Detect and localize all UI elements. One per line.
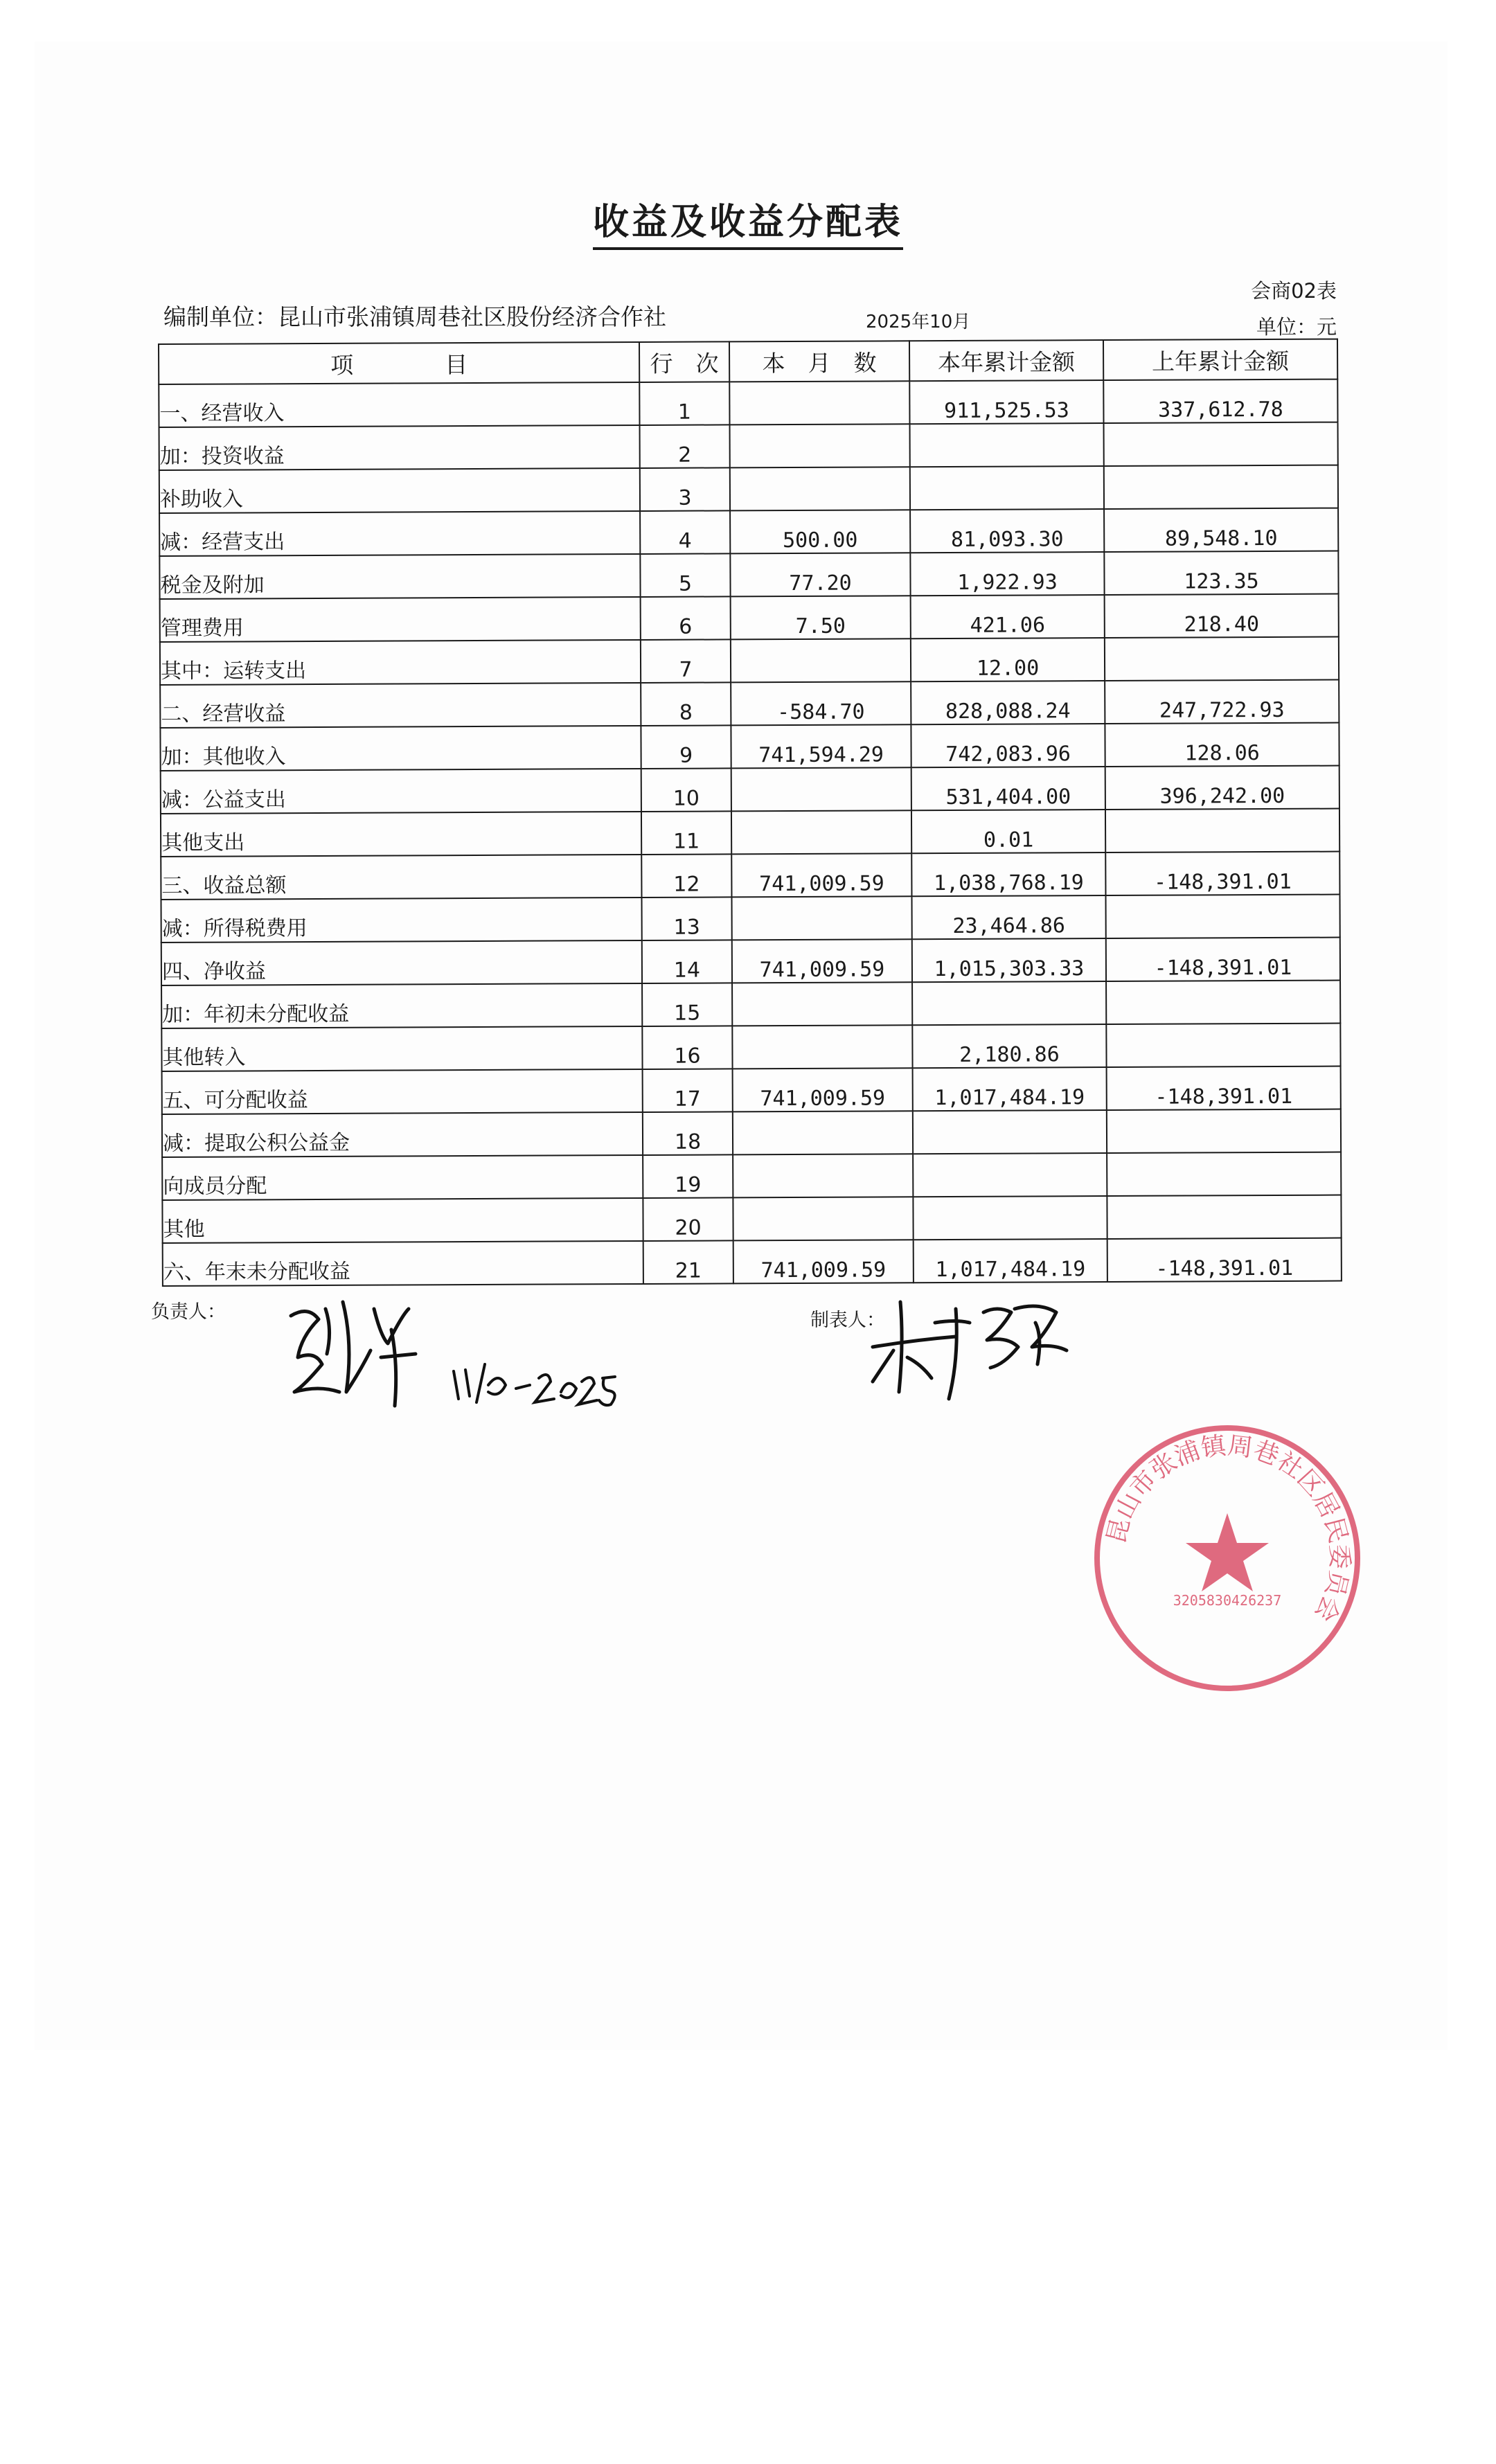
row-item: 其他: [162, 1198, 643, 1243]
row-month: 77.20: [730, 553, 910, 596]
row-month: 741,594.29: [731, 724, 911, 768]
table-row: [162, 1066, 1341, 1114]
row-seq: 21: [643, 1240, 733, 1284]
row-item: 税金及附加: [159, 554, 640, 599]
row-ytd: [913, 1110, 1107, 1154]
row-month: [731, 810, 911, 854]
header-ytd: 本年累计金额: [909, 340, 1103, 381]
table-row: [162, 1195, 1341, 1243]
row-prev: 89,548.10: [1104, 508, 1338, 552]
report-period: 2025年10月: [866, 312, 971, 332]
table-row: [160, 637, 1339, 685]
row-prev: -148,391.01: [1107, 1066, 1341, 1110]
header-month: 本 月 数: [729, 341, 909, 382]
row-seq: 15: [642, 983, 732, 1026]
row-item: 向成员分配: [162, 1155, 643, 1200]
row-item: 一、经营收入: [159, 382, 639, 427]
row-seq: 2: [640, 425, 730, 468]
row-prev: [1106, 1024, 1340, 1067]
row-seq: 14: [642, 940, 732, 983]
row-item: 管理费用: [160, 597, 641, 642]
row-ytd: [913, 1153, 1107, 1197]
row-ytd: 531,404.00: [911, 767, 1105, 810]
table-row: [161, 1024, 1340, 1071]
row-item: 减：提取公积公益金: [162, 1112, 643, 1157]
row-ytd: [913, 1196, 1107, 1240]
row-prev: 218.40: [1105, 594, 1339, 638]
row-month: 741,009.59: [731, 853, 911, 897]
row-seq: 12: [641, 854, 731, 898]
svg-text:3205830426237: 3205830426237: [1173, 1592, 1282, 1609]
row-ytd: 742,083.96: [911, 724, 1105, 767]
row-item: 加：其他收入: [160, 726, 641, 771]
responsible-label: 负责人：: [151, 1301, 226, 1323]
row-ytd: [912, 981, 1106, 1025]
table-row: [161, 895, 1340, 943]
row-month: 7.50: [731, 596, 911, 639]
row-month: [733, 1154, 913, 1197]
row-ytd: 81,093.30: [910, 509, 1104, 553]
table-row: [161, 852, 1339, 900]
row-seq: 11: [641, 811, 731, 855]
row-prev: 128.06: [1105, 723, 1339, 767]
prepared-by-unit: 编制单位：昆山市张浦镇周巷社区股份经济合作社: [163, 303, 666, 330]
row-item: 减：所得税费用: [161, 898, 642, 943]
responsible-signature: [277, 1288, 637, 1427]
page-title: 收益及收益分配表: [0, 193, 1496, 244]
row-seq: 17: [643, 1069, 733, 1112]
table-row: [160, 723, 1339, 771]
table-row: [159, 508, 1338, 556]
svg-text:昆山市张浦镇周巷社区居民委员会: 昆山市张浦镇周巷社区居民委员会: [1102, 1431, 1354, 1627]
table-header-row: [159, 339, 1337, 384]
row-item: 五、可分配收益: [162, 1069, 643, 1114]
row-item: 其他支出: [161, 812, 641, 857]
header-item: 项 目: [159, 342, 639, 384]
row-ytd: 828,088.24: [911, 681, 1105, 724]
preparer-signature: [866, 1281, 1087, 1406]
row-item: 加：年初未分配收益: [161, 983, 642, 1028]
row-prev: [1105, 895, 1339, 938]
row-month: 741,009.59: [733, 1240, 914, 1283]
row-item: 减：经营支出: [159, 511, 640, 556]
row-item: 补助收入: [159, 468, 640, 513]
row-seq: 20: [643, 1197, 733, 1241]
row-ytd: 1,015,303.33: [912, 938, 1106, 982]
row-month: [733, 1197, 913, 1240]
row-prev: [1104, 422, 1338, 466]
header-seq: 行 次: [639, 341, 729, 382]
row-seq: 18: [643, 1112, 733, 1155]
row-month: [729, 381, 909, 425]
star-icon: [1186, 1513, 1269, 1591]
row-prev: [1105, 809, 1339, 852]
row-seq: 4: [640, 510, 730, 554]
row-prev: -148,391.01: [1106, 938, 1340, 981]
row-prev: 123.35: [1104, 551, 1338, 595]
row-seq: 7: [641, 639, 731, 683]
row-item: 加：投资收益: [159, 425, 640, 470]
row-seq: 8: [641, 682, 731, 726]
row-prev: 247,722.93: [1105, 680, 1339, 724]
row-seq: 9: [641, 725, 731, 769]
row-seq: 5: [640, 553, 730, 597]
row-month: [733, 1111, 913, 1154]
row-ytd: 23,464.86: [911, 895, 1105, 939]
row-seq: 3: [640, 467, 730, 511]
table-row: [163, 1238, 1342, 1286]
row-prev: [1105, 637, 1339, 681]
official-seal: [1089, 1420, 1366, 1697]
row-item: 二、经营收益: [160, 683, 641, 728]
row-seq: 1: [639, 382, 729, 425]
row-seq: 19: [643, 1154, 733, 1198]
row-item: 其中：运转支出: [160, 640, 641, 685]
table-row: [161, 809, 1339, 857]
row-item: 其他转入: [161, 1026, 642, 1071]
row-prev: -148,391.01: [1105, 852, 1339, 895]
row-seq: 10: [641, 768, 731, 812]
row-month: [731, 767, 911, 811]
row-ytd: 12.00: [911, 638, 1105, 681]
row-seq: 13: [641, 897, 731, 940]
row-seq: 16: [642, 1026, 732, 1069]
row-ytd: 1,017,484.19: [913, 1067, 1107, 1111]
row-month: [730, 467, 910, 510]
row-prev: [1107, 1195, 1341, 1239]
row-seq: 6: [641, 596, 731, 640]
table-row: [159, 551, 1338, 599]
table-row: [162, 1152, 1341, 1200]
table-row: [162, 1109, 1341, 1157]
currency-unit: 单位：元: [1256, 315, 1337, 339]
table-row: [159, 465, 1338, 513]
row-month: 500.00: [730, 510, 910, 553]
table-row: [159, 380, 1337, 427]
row-ytd: [910, 466, 1104, 510]
row-prev: 396,242.00: [1105, 766, 1339, 810]
row-item: 三、收益总额: [161, 855, 641, 900]
table-row: [159, 422, 1338, 470]
row-ytd: 1,922.93: [910, 552, 1104, 596]
income-distribution-table: [158, 339, 1342, 1287]
row-month: 741,009.59: [732, 939, 912, 983]
row-month: -584.70: [731, 681, 911, 725]
row-item: 六、年末未分配收益: [163, 1241, 643, 1286]
row-ytd: 2,180.86: [912, 1024, 1106, 1068]
row-prev: -148,391.01: [1107, 1238, 1342, 1282]
row-ytd: 1,038,768.19: [911, 852, 1105, 896]
table-row: [161, 766, 1339, 814]
row-prev: [1106, 981, 1340, 1024]
form-number: 会商02表: [1251, 279, 1337, 303]
row-ytd: 421.06: [911, 595, 1105, 639]
row-item: 四、净收益: [161, 940, 642, 985]
row-month: [731, 896, 911, 940]
row-ytd: 1,017,484.19: [914, 1239, 1107, 1283]
row-prev: [1104, 465, 1338, 509]
table-row: [161, 938, 1340, 985]
row-month: [732, 982, 912, 1026]
table-row: [161, 981, 1340, 1028]
row-month: [730, 424, 910, 467]
preparer-label: 制表人：: [810, 1310, 885, 1331]
row-prev: [1107, 1109, 1341, 1153]
table-row: [160, 680, 1339, 728]
row-item: 减：公益支出: [161, 769, 641, 814]
row-month: [732, 1025, 912, 1069]
row-ytd: [910, 423, 1104, 467]
header-prev: 上年累计金额: [1103, 339, 1337, 380]
row-prev: 337,612.78: [1103, 380, 1337, 423]
row-prev: [1107, 1152, 1341, 1196]
row-month: [731, 639, 911, 682]
row-ytd: 0.01: [911, 810, 1105, 853]
table-row: [160, 594, 1339, 642]
row-month: 741,009.59: [733, 1068, 913, 1112]
row-ytd: 911,525.53: [909, 380, 1103, 424]
